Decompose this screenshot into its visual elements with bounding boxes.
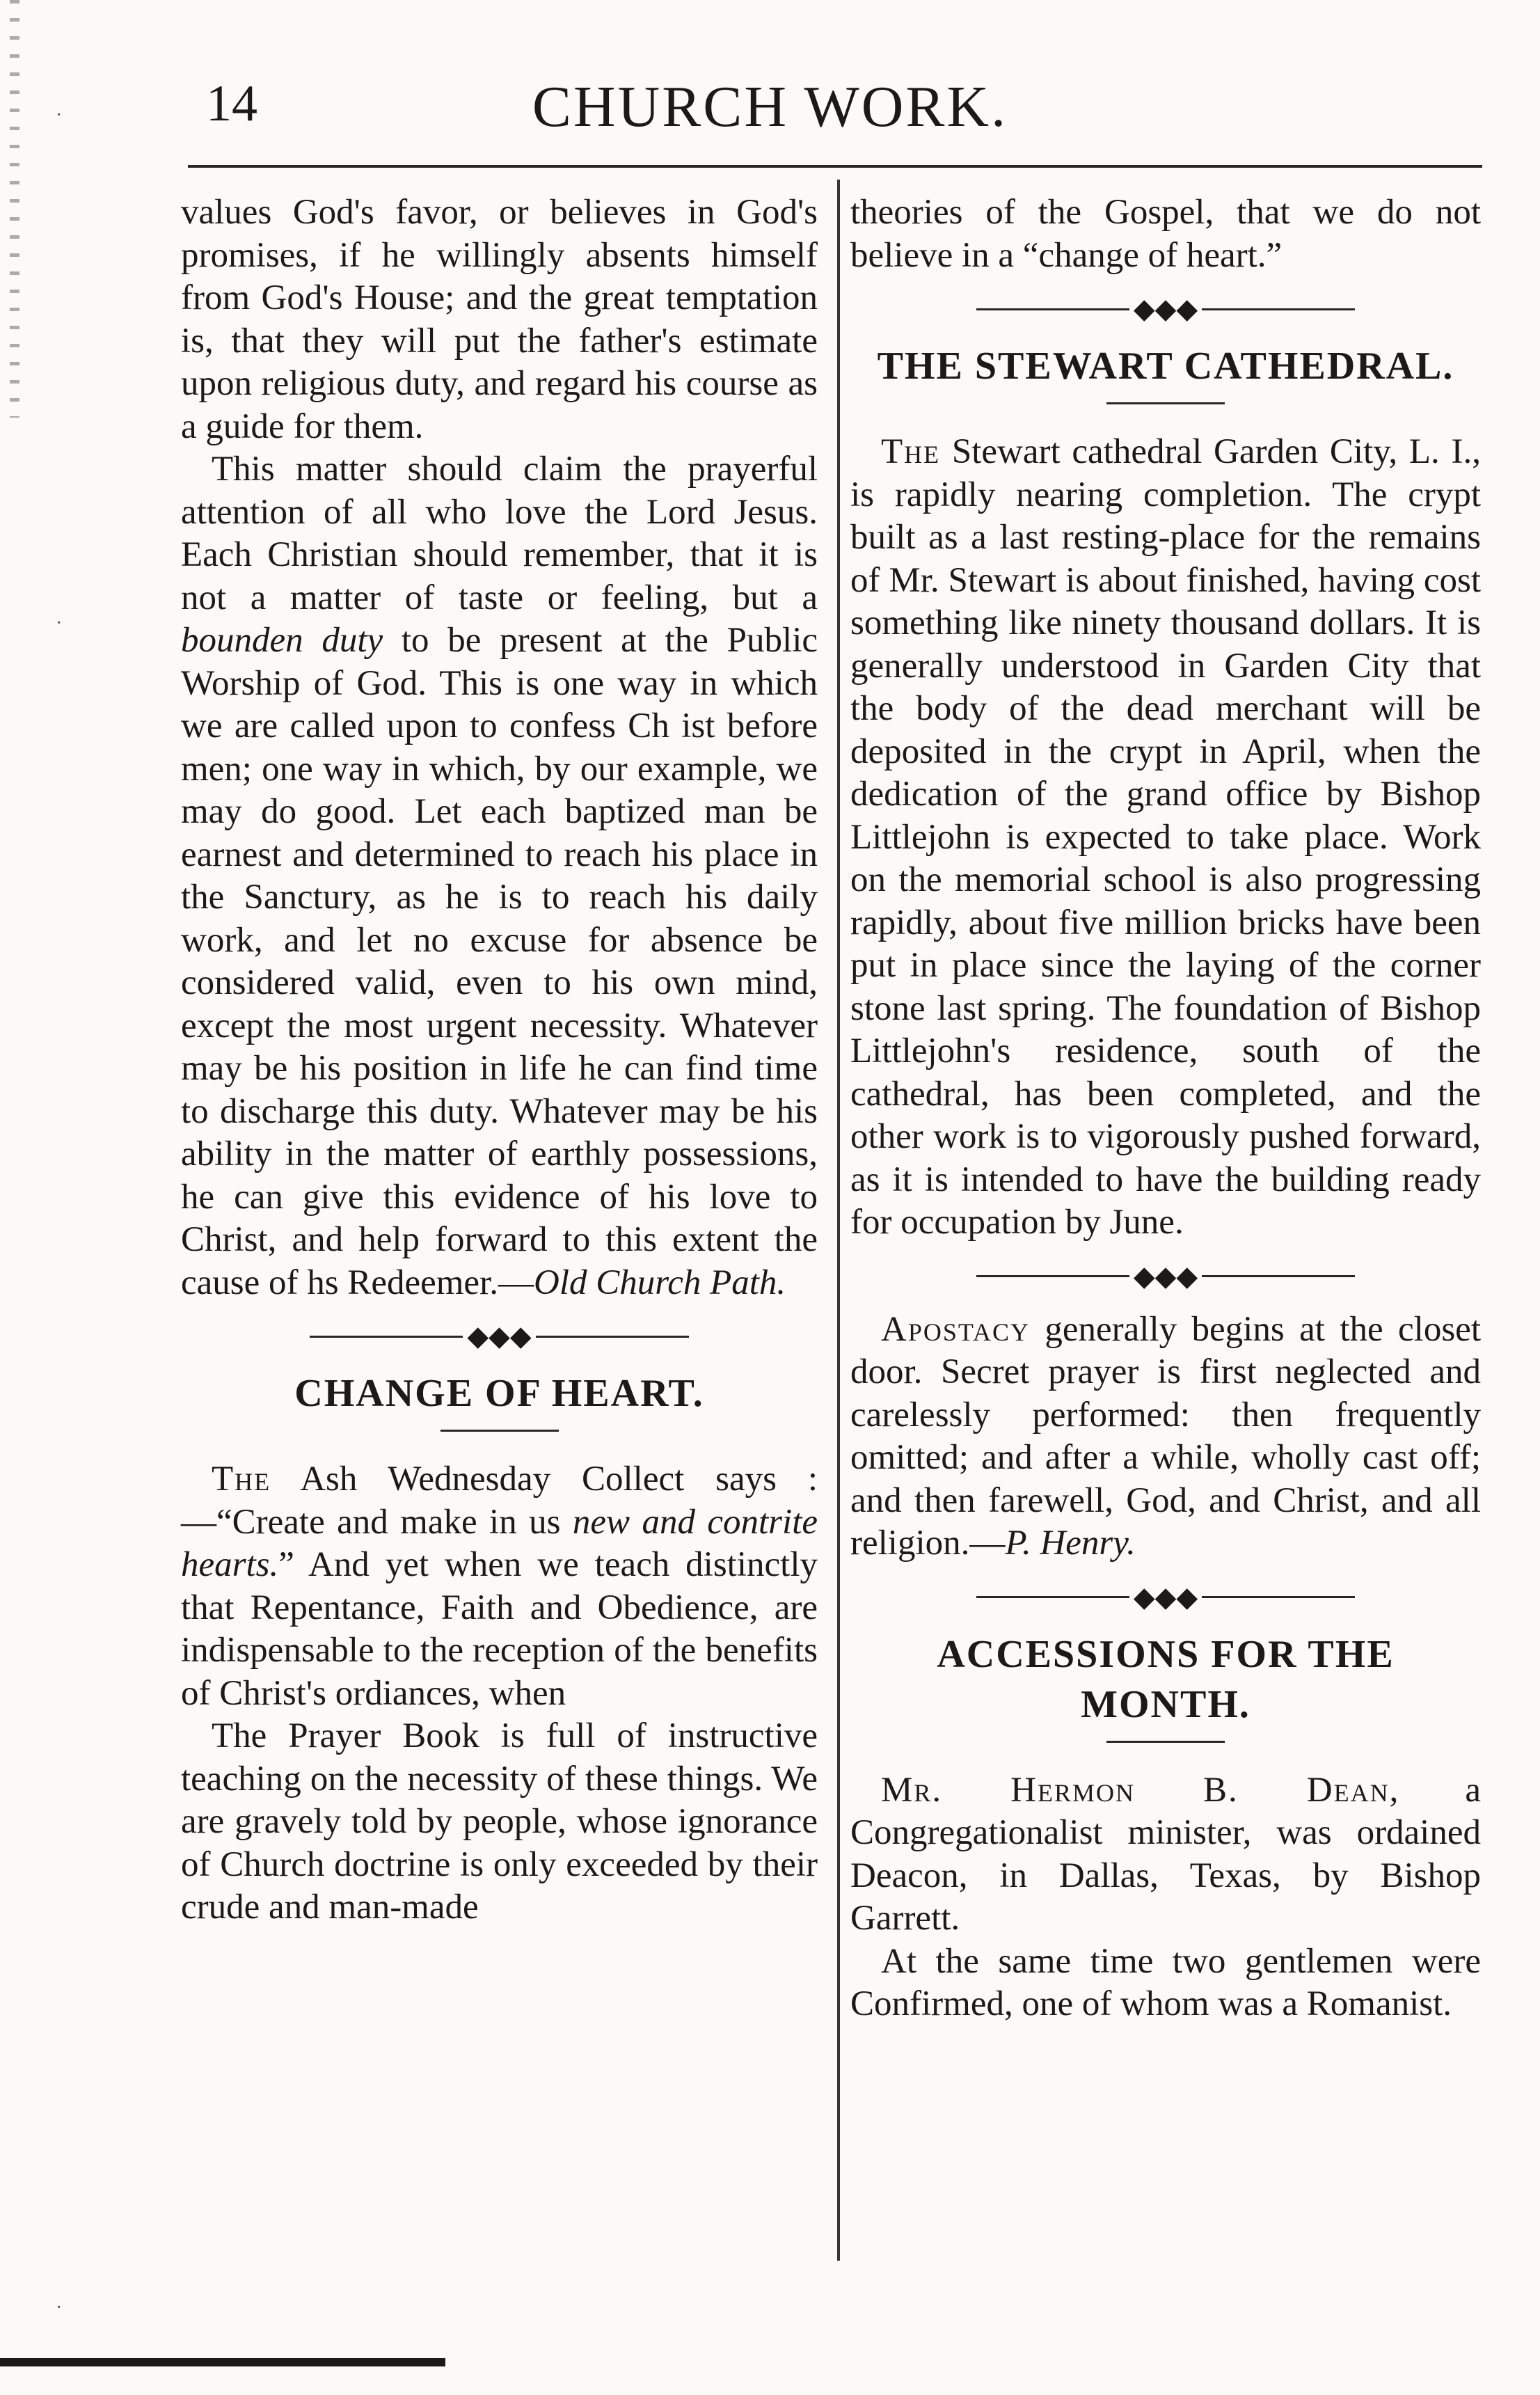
section-title: CHANGE OF HEART. — [294, 1372, 704, 1415]
stewart-paragraph: The Stewart cathedral Garden City, L. I., is rapidly nearing completion. The crypt built as a last resting-place for the remains of Mr. Stewart is about finished, having cost something like ninety thousand dollars. It is generally understood in Garden City that the body of the dead merchant will be deposited in the crypt in April, when the dedication of the grand office by Bishop Littlejohn is expected to take place. Work on the memorial school is also progressing rapidly, about five million bricks have been put in place since the laying of the corner stone last spring. The foundation of Bishop Littlejohn's residence, south of the cathedral, has been completed, and the other work is to vigorously pushed forward, as it is intended to have the building ready for occupation by June. — [850, 432, 1481, 1242]
change-of-heart-paragraph: The Ash Wednesday Collect says :—“Create and make in us new and contrite hearts.” And yet when we teach distinctly that Repentance, Faith and Obedience, are indispensable to the reception of the benefits of Christ's ordiances, when — [181, 1460, 818, 1713]
apostacy-paragraph: Apostacy generally begins at the closet door. Secret prayer is first neglected and carelessly performed: then frequently omitted; and after a while, wholly cast off; and then farewell, God, and Christ, and all religion.—P. Henry. — [850, 1309, 1481, 1563]
column-divider — [837, 180, 840, 2261]
right-column — [850, 191, 1481, 2026]
prayer-book-paragraph: The Prayer Book is full of instructive teaching on the necessity of these things. We are gravely told by people, whose ignorance of Church doctrine is only exceeded by their crude and man-made — [181, 1716, 818, 1927]
scan-mark: · — [56, 104, 63, 126]
attribution: Old Church Path. — [534, 1263, 786, 1302]
scan-edge-speckle — [10, 0, 19, 418]
section-ornament: ◆◆◆ — [850, 295, 1481, 323]
continued-paragraph: values God's favor, or believes in God's promises, if he willingly absents himself from God's House; and the great temptation is, that they will put the father's estimate upon religious duty, and regard his course as a guide for them. — [181, 193, 818, 446]
attribution: P. Henry. — [1005, 1524, 1136, 1563]
scan-mark: · — [56, 2297, 63, 2318]
accessions-paragraph: Mr. Hermon B. Dean, a Congregationalist minister, was ordained Deacon, in Dallas, Texas, by Bishop Garrett. — [850, 1770, 1481, 1938]
section-title: ACCESSIONS FOR THE MONTH. — [937, 1632, 1395, 1726]
title-rule — [440, 1430, 559, 1432]
continued-paragraph: theories of the Gospel, that we do not believe in a “change of heart.” — [850, 193, 1481, 275]
header-rule — [188, 165, 1482, 168]
confirmation-paragraph: At the same time two gentlemen were Confirmed, one of whom was a Romanist. — [850, 1941, 1481, 2023]
page-number: 14 — [206, 75, 257, 132]
left-column — [181, 191, 818, 1929]
title-rule — [1106, 1741, 1225, 1743]
section-title: THE STEWART CATHEDRAL. — [877, 345, 1454, 388]
emphasis-text: new and contrite hearts. — [181, 1502, 818, 1584]
scan-mark: · — [56, 612, 63, 634]
worship-paragraph: This matter should claim the prayerful attention of all who love the Lord Jesus. Each Christian should remember, that it is not a matter of taste or feeling, but a bounden duty to be present at the Public Worship of God. This is one way in which we are called upon to confess Ch ist before men; one way in which, by our example, we may do good. Let each baptized man be earnest and determined to reach his place in the Sanctury, as he is to reach his daily work, and let no excuse for absence be considered valid, even to his own mind, except the most urgent necessity. Whatever may be his position in life he can find time to discharge this duty. Whatever may be his ability in the matter of earthly possessions, he can give this evidence of his love to Christ, and help forward to this extent the cause of hs Redeemer.—Old Church Path. — [181, 450, 818, 1302]
section-ornament: ◆◆◆ — [850, 1583, 1481, 1611]
section-ornament: ◆◆◆ — [850, 1263, 1481, 1290]
emphasis-text: bounden duty — [181, 621, 383, 660]
title-rule — [1106, 402, 1225, 404]
section-ornament: ◆◆◆ — [181, 1322, 818, 1350]
running-head: CHURCH WORK. — [532, 74, 1008, 139]
scan-bottom-bar — [0, 2358, 445, 2366]
